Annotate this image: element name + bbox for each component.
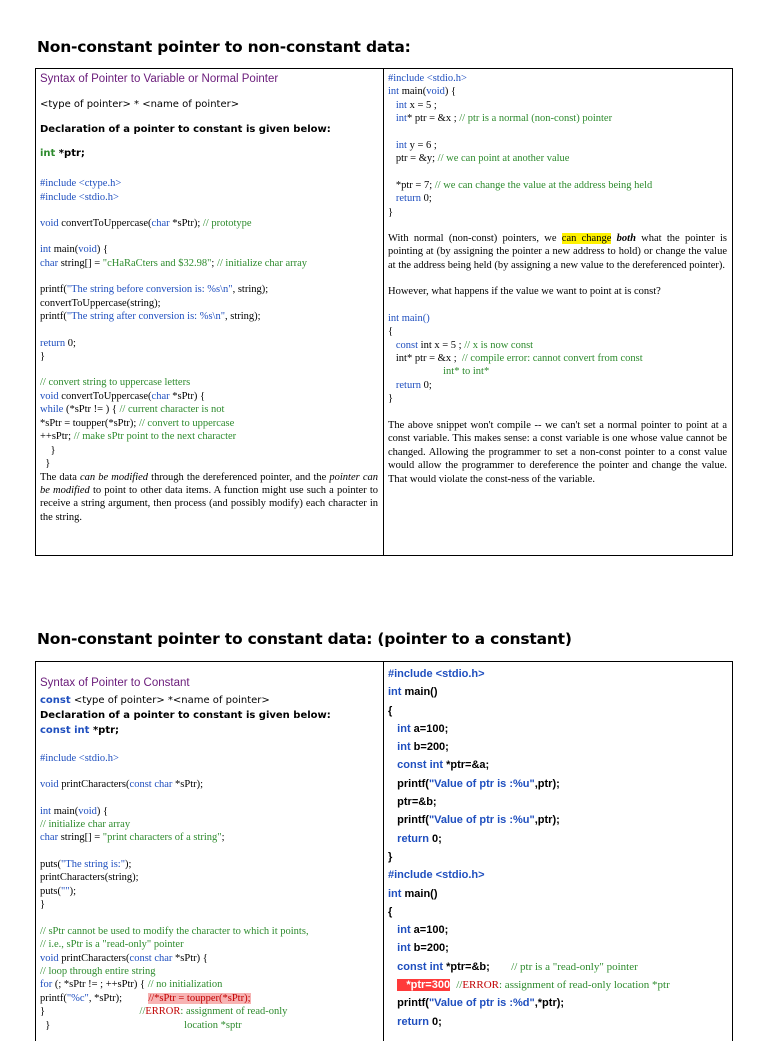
code-line: int x = 5 ; [395,99,437,111]
section1-right-paragraph-2: However, what happens if the value we want to point at is const? [388,286,661,298]
code-line: const int *ptr=&a; [397,759,490,772]
section1-left-title: Syntax of Pointer to Variable or Normal Pointer [40,73,279,85]
section1-right-paragraph-1: With normal (non-const) pointers, we can change both what the pointer is pointing at (by assigning the pointer a new address to hold) or change the value at the address being held (by assigning a new value to the dereferenced pointer). [388,232,727,271]
code-line: #include <stdio.h> [388,73,467,84]
code-line: int main(void) { [40,244,109,256]
code-line: puts(""); [40,885,76,897]
code-line: int* to int* [388,366,490,378]
code-line: char string[] = "print characters of a string"; [40,832,225,844]
code-line: #include <stdio.h> [40,191,119,203]
code-line: int a=100; [397,722,449,735]
error-highlight: *ptr=300 [397,979,451,992]
code-line: #include <stdio.h> [388,668,485,680]
code-line: int a=100; [397,924,449,937]
code-line: int y = 6 ; [395,139,437,151]
code-line: while (*sPtr != ) { // current character is not [40,404,225,416]
section1-right-cell [384,69,732,555]
code-line: int main(void) { [40,805,109,817]
code-line: } [388,206,394,218]
section1-heading: Non-constant pointer to non-constant data: [37,38,411,56]
code-line: int main() [388,312,430,324]
code-line: void printCharacters(const char *sPtr) { [40,952,208,964]
code-line: int* ptr = &x ; // ptr is a normal (non-const) pointer [395,113,613,125]
code-line: } [40,458,51,470]
code-line: printCharacters(string); [40,872,139,884]
section2-heading: Non-constant pointer to constant data: (pointer to a constant) [37,630,572,648]
code-line: puts("The string is:"); [40,858,132,870]
code-line: } [40,444,56,456]
highlight-can-change: can change [561,232,612,244]
code-line: printf("The string after conversion is: %s\n", string); [40,311,261,323]
section1-decl-example: int *ptr; [40,148,85,160]
code-line: return 0; [397,1015,442,1028]
code-line: for (; *sPtr != ; ++sPtr) { // no initialization [40,979,223,991]
code-line: int b=200; [397,741,449,754]
code-line: } [388,850,393,863]
code-line: // loop through entire string [40,965,156,977]
code-line: // initialize char array [40,819,131,831]
code-line: int* ptr = &x ; // compile error: cannot convert from const [388,353,643,364]
code-line: void convertToUppercase(char *sPtr); // prototype [40,217,252,229]
code-line: int main(void) { [388,86,457,98]
code-line: #include <ctype.h> [40,178,122,190]
section1-table [35,68,733,556]
section1-left-cell [36,69,384,555]
code-line: void convertToUppercase(char *sPtr) { [40,390,205,402]
section2-right-cell [384,662,732,1041]
section2-left-title: Syntax of Pointer to Constant [40,677,190,689]
section1-right-paragraph-3: The above snippet won't compile -- we can't set a normal pointer to point at a const variable. This makes sense: a const variable is one whose value cannot be changed. Allowing the programmer to set a non-const pointer to a const value would allow the programmer to dereference the pointer and change the value. That would violate the const-ness of the variable. [388,419,727,485]
code-line: // convert string to uppercase letters [40,377,191,389]
section2-decl: Declaration of a pointer to constant is given below: [40,709,331,721]
code-line: convertToUppercase(string); [40,297,161,309]
section1-left-code [40,177,378,470]
code-line: printf("Value of ptr is :%d",*ptr); [388,997,565,1010]
code-line: { [388,704,393,717]
code-line: { [388,326,394,338]
code-line: *sPtr = toupper(*sPtr); // convert to uppercase [40,417,235,429]
code-line: return 0; [397,832,442,845]
code-line: *ptr = 7; // we can change the value at the address being held [388,179,653,191]
code-line: } //ERROR: assignment of read-only [40,1006,288,1018]
code-line: // i.e., sPtr is a "read-only" pointer [40,939,184,951]
code-line: return 0; [395,193,432,205]
code-line: printf("Value of ptr is :%u",ptr); [388,777,560,790]
section1-syntax: <type of pointer> * <name of pointer> [40,98,240,110]
code-line: printf("The string before conversion is: %s\n", string); [40,284,269,296]
code-line: *ptr=300 //ERROR: assignment of read-only location *ptr [397,979,670,992]
code-line: ptr=&b; [388,796,437,809]
code-line: ptr = &y; // we can point at another value [388,153,570,165]
code-line: return 0; [395,379,432,391]
section2-table [35,661,733,1041]
code-line: #include <stdio.h> [388,869,485,882]
code-line: int main() [388,887,438,900]
code-line: ++sPtr; // make sPtr point to the next character [40,431,237,443]
code-line: printf("%c", *sPtr); //*sPtr = toupper(*sPtr); [40,992,251,1004]
code-line: const int *ptr=&b; // ptr is a "read-only" pointer [397,960,638,973]
code-line: int main() [388,686,438,699]
code-line: const int x = 5 ; // x is now const [395,339,534,351]
section2-left-cell [36,662,384,1041]
code-line: } [40,351,46,363]
code-line: void printCharacters(const char *sPtr); [40,779,204,791]
section1-left-paragraph: The data can be modified through the dereferenced pointer, and the pointer can be modified to point to other data items. A function might use such a pointer to receive a string argument, then process (and possibly modify) each character in the string. [40,471,378,523]
code-line: } location *sptr [40,1019,242,1031]
section2-decl-example: const int *ptr; [40,724,120,736]
code-line: char string[] = "cHaRaCters and $32.98"; // initialize char array [40,257,308,269]
section1-decl: Declaration of a pointer to constant is given below: [40,123,331,135]
code-line: } [40,899,46,911]
code-line: // sPtr cannot be used to modify the character to which it points, [40,925,309,937]
code-line: #include <stdio.h> [40,752,119,764]
code-line: { [388,905,393,918]
code-line: return 0; [40,337,76,349]
code-line: int b=200; [397,942,449,955]
error-line-highlight: //*sPtr = toupper(*sPtr); [148,992,251,1004]
code-line: printf("Value of ptr is :%u",ptr); [388,814,560,827]
section2-syntax: const <type of pointer> *<name of pointer> [40,694,270,706]
code-line: } [388,393,394,405]
